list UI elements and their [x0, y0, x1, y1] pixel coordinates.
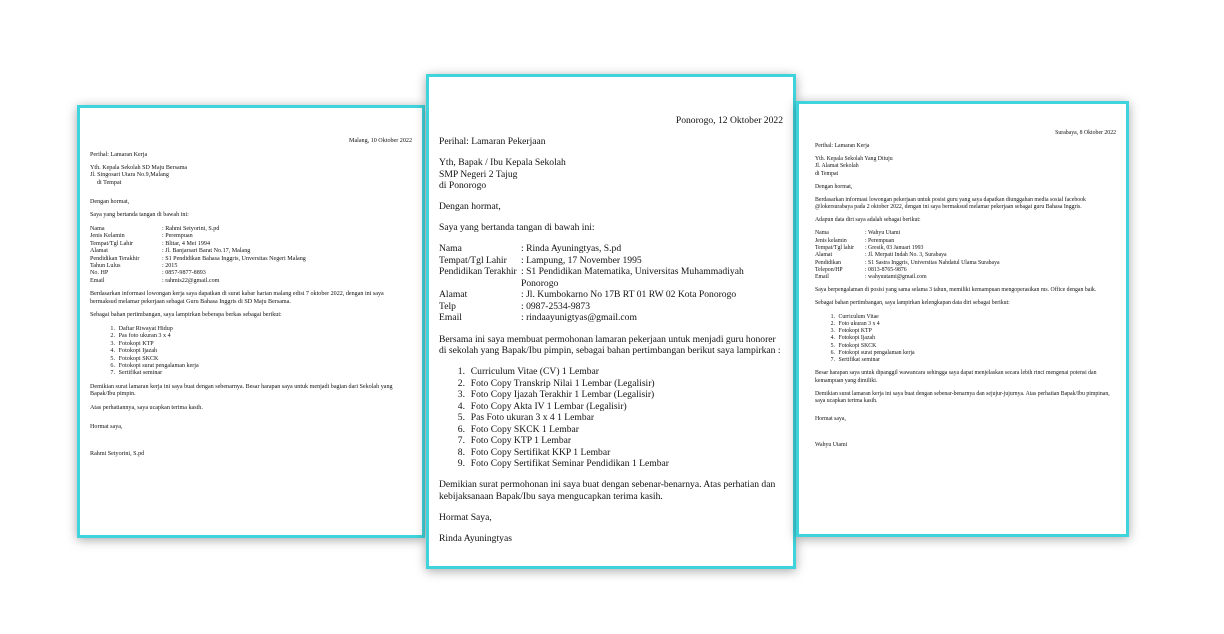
data-label: Email: [815, 274, 829, 281]
data-row: [90, 226, 412, 233]
list-item: 7. Sertifikat seminar: [830, 357, 880, 364]
data-label: Telepon/HP: [815, 266, 843, 273]
recipient-block: [439, 157, 783, 192]
data-value: : rindaayunigtyas@gmail.com: [521, 312, 637, 324]
data-row: [815, 274, 1116, 281]
data-label: Pendidikan Terakhir: [90, 255, 140, 262]
list-item: 2. Foto Copy Transkrip Nilai 1 Lembar (Legalisir): [457, 377, 655, 389]
list-item: 3. Fotokopi KTP: [830, 328, 872, 335]
list-item: 6. Fotokopi surat pengalaman kerja: [830, 350, 915, 356]
data-value: : wahyuutami@gmail.com: [865, 274, 927, 281]
data-label: Alamat: [815, 252, 833, 259]
data-label: Alamat: [90, 248, 108, 255]
data-row: [439, 255, 783, 267]
data-row: [815, 267, 1116, 274]
data-label: Email: [90, 277, 105, 284]
letter-subject: Perihal: Lamaran Kerja: [90, 151, 148, 158]
list-item: 4. Foto Copy Akta IV 1 Lembar (Legalisir): [457, 400, 627, 412]
body-paragraph: Berdasarkan informasi lowongan pekerjaan untuk posisi guru yang saya dapatkan diunggahan media sosial facebook @lokersurabaya pada 2 oktober 2022, dengan ini saya bermaksud melamar pekerjaan sebagai guru Bahasa Inggris.: [815, 196, 1086, 211]
letter-subject: Perihal: Lamaran Kerja: [815, 143, 870, 150]
recipient-line: di Tempat: [97, 179, 122, 186]
recipient-line: Yth. Kepala Sekolah SD Maju Bersama: [90, 165, 188, 172]
list-item: 4. Fotokopi Ijazah: [830, 335, 876, 342]
list-item: 1. Daftar Riwayat Hidup: [110, 325, 173, 332]
list-item: 9. Foto Copy Sertifikat Seminar Pendidikan 1 Lembar: [457, 458, 669, 470]
data-label: No. HP: [90, 270, 109, 277]
body-paragraph: Saya berpengalaman di posisi yang sama selama 3 tahun, memiliki kemampuan mengoperasikan ms. Office dengan baik.: [815, 287, 1097, 294]
intro-text: Saya yang bertanda tangan di bawah ini:: [90, 212, 189, 219]
list-item: 1. Curriculum Vitae: [830, 313, 879, 320]
greeting: Dengan hormat,: [439, 201, 501, 213]
body-paragraph: Demikian surat lamaran kerja ini saya buat dengan sebenarnya. Besar harapan saya untuk menjadi bagian dari Sekolah yang Bapak/Ibu pimpin.: [90, 383, 393, 398]
data-label: Pendidikan: [815, 259, 842, 266]
data-value: : Perempuan: [162, 233, 193, 240]
body-paragraph: Atas perhatiannya, saya ucapkan terima kasih.: [90, 404, 203, 411]
data-row: [439, 289, 783, 301]
recipient-line: di Tempat: [815, 170, 839, 177]
greeting: Dengan hormat,: [90, 198, 130, 205]
data-row: [90, 256, 412, 263]
data-label: Tahun Lulus: [90, 263, 121, 270]
data-row: [90, 270, 412, 277]
list-item: 2. Pas foto ukuran 3 x 4: [110, 333, 171, 340]
data-row: [90, 241, 412, 248]
list-item: 8. Foto Copy Sertifikat KKP 1 Lembar: [457, 446, 611, 458]
data-value: : Jl. Merpati Indah No. 3, Surabaya: [865, 252, 947, 259]
data-value: : Rinda Ayuningtyas, S.pd: [521, 243, 622, 255]
data-label: Email: [439, 312, 462, 324]
attachment-list: [439, 366, 783, 470]
data-label: Alamat: [439, 289, 468, 301]
data-row: [439, 266, 783, 289]
data-row: [439, 243, 783, 255]
data-value: : rahmis22@gmail.com: [162, 277, 220, 284]
body-paragraph: Demikian surat permohonan ini saya buat dengan sebenar-benarnya. Atas perhatian dan kebijaksanaan Bapak/Ibu saya mengucapkan terima kasih.: [439, 479, 776, 502]
personal-data: [439, 243, 783, 324]
data-row: [90, 263, 412, 270]
data-row: [815, 252, 1116, 259]
data-value: : Perempuan: [865, 237, 895, 244]
data-value: : Gresik, 03 Januari 1993: [865, 245, 924, 252]
data-label: Nama: [815, 230, 829, 237]
attachment-list: [815, 314, 1116, 365]
data-value: : Jl. Kumbokarno No 17B RT 01 RW 02 Kota Ponorogo: [521, 289, 737, 301]
data-label: Nama: [90, 225, 105, 232]
list-item: 7. Foto Copy KTP 1 Lembar: [457, 435, 572, 447]
data-row: [815, 238, 1116, 245]
data-value: : 0987-2534-9873: [521, 300, 591, 312]
list-item: 5. Fotokopi SKCK: [830, 342, 877, 349]
list-item: 1. Curriculum Vitae (CV) 1 Lembar: [457, 366, 599, 378]
closing: Hormat saya,: [90, 423, 123, 430]
closing: Hormat Saya,: [439, 511, 492, 523]
body-paragraph: Berdasarkan informasi lowongan kerja saya dapatkan di surat kabar harian malang edisi 7 oktober 2022, dengan ini saya bermaksud melamar pekerjaan sebagai Guru Bahasa Inggris di SD Maju Bersama.: [90, 291, 384, 305]
body-paragraph: Bersama ini saya membuat permohonan lamaran pekerjaan untuk menjadi guru honorer di sekolah yang Bapak/Ibu pimpin, sebagai bahan pertimbangan berikut saya lampirkan :: [439, 333, 781, 357]
intro-text: Saya yang bertanda tangan di bawah ini:: [439, 222, 595, 234]
data-label: Tempat/Tgl Lahir: [90, 240, 134, 247]
data-value: : Wahyu Utami: [865, 230, 901, 237]
data-row: [439, 301, 783, 313]
list-item: 2. Foto ukuran 3 x 4: [830, 320, 880, 327]
recipient-line: Yth. Kepala Sekolah Yang Dituju: [815, 156, 893, 163]
letter-date: Malang, 10 Oktober 2022: [349, 138, 412, 144]
data-value: : 0813-8765-9876: [865, 266, 907, 273]
data-value: : 0857-9877-8893: [162, 270, 206, 277]
data-row: [815, 245, 1116, 252]
body-paragraph: Demikian surat lamaran kerja ini saya buat dengan sebenar-benarnya dan sejujur-jujurnya. Atas perhatian Bapak/Ibu pimpinan, saya ucapkan terima kasih.: [815, 390, 1110, 405]
data-value: : S1 Pendidikan Matematika, Universitas Muhammadiyah Ponorogo: [521, 266, 744, 289]
intro-text: Adapun data diri saya adalah sebagai berikut:: [815, 217, 921, 224]
data-label: Jenis kelamin: [815, 237, 847, 244]
data-row: [90, 248, 412, 255]
data-value: : S1 Pendidikan Bahasa Inggris, Unversitas Negeri Malang: [162, 255, 306, 262]
recipient-line: Jl. Alamat Sekolah: [815, 163, 859, 170]
body-paragraph: Besar harapan saya untuk dipanggil wawancara sehingga saya dapat menjelaskan secara lebih rinci mengenai potensi dan kemampuan yang dimiliki.: [815, 370, 1097, 384]
data-label: Jenis Kelamin: [90, 233, 125, 240]
body-paragraph: Sebagai bahan pertimbangan, saya lampirkan beberapa berkas sebagai berikut:: [90, 312, 282, 319]
recipient-block: [90, 165, 412, 187]
body-paragraph: Sebagai bahan pertimbangan, saya lampirkan kelengkapan data diri sebagai berikut:: [815, 300, 1010, 307]
recipient-line: SMP Negeri 2 Tajug: [439, 168, 518, 180]
letter-surabaya: [796, 101, 1129, 537]
data-value: : Rahmi Setyorini, S.pd: [162, 225, 220, 232]
letter-date: Surabaya, 8 Oktober 2022: [1055, 130, 1116, 136]
attachment-list: [90, 326, 412, 378]
letter-ponorogo: [426, 74, 796, 569]
closing: Hormat saya,: [815, 416, 846, 423]
data-label: Pendidikan Terakhir: [439, 266, 517, 278]
data-value: : Lampung, 17 November 1995: [521, 254, 642, 266]
data-row: [439, 312, 783, 324]
recipient-line: Yth, Bapak / Ibu Kepala Sekolah: [439, 157, 566, 169]
list-item: 5. Fotokopi SKCK: [110, 355, 159, 362]
list-item: 4. Fotokopi Ijazah: [110, 348, 158, 355]
letter-malang: [77, 105, 425, 538]
recipient-line: di Ponorogo: [439, 180, 487, 192]
list-item: 3. Foto Copy Ijazah Terakhir 1 Lembar (Legalisir): [457, 389, 655, 401]
data-value: : Blitar, 4 Mei 1994: [162, 240, 210, 247]
data-label: Tempat/Tgl lahir: [815, 245, 855, 252]
data-row: [90, 233, 412, 240]
data-label: Tempat/Tgl Lahir: [439, 254, 507, 266]
list-item: 7. Sertifikat seminar: [110, 370, 163, 377]
signature-name: Wahyu Utami: [815, 442, 848, 449]
data-value: : 2015: [162, 263, 178, 270]
data-value: : Jl. Banjarsari Barat No.17, Malang: [162, 248, 251, 255]
personal-data: [815, 230, 1116, 281]
list-item: 3. Fotokopi KTP: [110, 340, 154, 347]
list-item: 6. Foto Copy SKCK 1 Lembar: [457, 423, 579, 435]
signature-name: Rinda Ayuningtyas: [439, 532, 512, 544]
data-value: : S1 Sastra Inggris, Universitas Nahdatul Ulama Surabaya: [865, 259, 1000, 266]
letter-subject: Perihal: Lamaran Pekerjaan: [439, 136, 546, 148]
greeting: Dengan hormat,: [815, 183, 853, 190]
data-row: [815, 260, 1116, 267]
letter-date: Ponorogo, 12 Oktober 2022: [675, 115, 783, 126]
data-row: [90, 278, 412, 285]
list-item: 5. Pas Foto ukuran 3 x 4 1 Lembar: [457, 412, 595, 424]
signature-name: Rahmi Setyorini, S.pd: [90, 450, 145, 457]
personal-data: [90, 226, 412, 285]
recipient-line: Jl. Singosari Utara No.9,Malang: [90, 172, 169, 179]
data-row: [815, 230, 1116, 237]
list-item: 6. Fotokopi surat pengalaman kerja: [110, 362, 199, 369]
data-label: Nama: [439, 243, 462, 255]
recipient-block: [815, 156, 1116, 178]
data-label: Telp: [439, 300, 456, 312]
